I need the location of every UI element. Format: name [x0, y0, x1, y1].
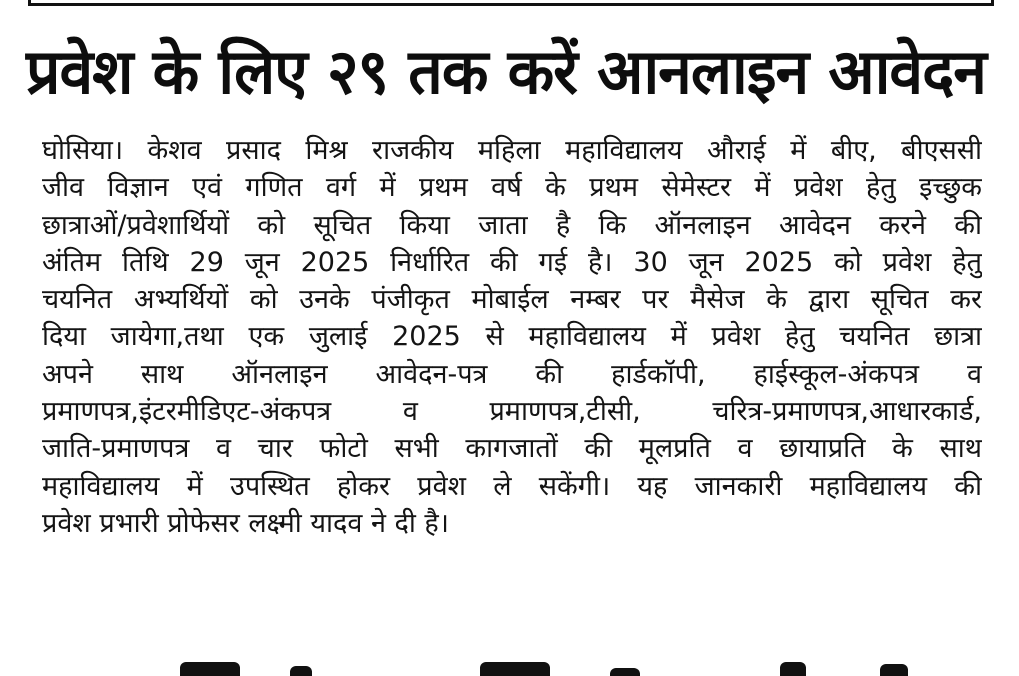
- previous-article-frame: [28, 0, 994, 6]
- body-line: अपने साथ ऑनलाइन आवेदन-पत्र की हार्डकॉपी, हाईस्कूल-अंकपत्र व: [42, 358, 982, 390]
- body-line: प्रमाणपत्र,इंटरमीडिएट-अंकपत्र व प्रमाणपत्र,टीसी, चरित्र-प्रमाणपत्र,आधारकार्ड,: [42, 396, 982, 428]
- body-line: छात्राओं/प्रवेशार्थियों को सूचित किया जाता है कि ऑनलाइन आवेदन करने की: [42, 209, 982, 241]
- body-line: प्रवेश प्रभारी प्रोफेसर लक्ष्मी यादव ने दी है।: [42, 507, 449, 539]
- body-line: अंतिम तिथि 29 जून 2025 निर्धारित की गई है। 30 जून 2025 को प्रवेश हेतु: [42, 246, 982, 278]
- body-line: महाविद्यालय में उपस्थित होकर प्रवेश ले सकेंगी। यह जानकारी महाविद्यालय की: [42, 470, 982, 502]
- next-headline-fragment: [180, 656, 920, 676]
- body-line: जाति-प्रमाणपत्र व चार फोटो सभी कागजातों की मूलप्रति व छायाप्रति के साथ: [42, 433, 982, 465]
- article-body: [42, 132, 982, 542]
- article-headline: प्रवेश के लिए २९ तक करें आनलाइन आवेदन: [26, 35, 986, 108]
- body-line: जीव विज्ञान एवं गणित वर्ग में प्रथम वर्ष के प्रथम सेमेस्टर में प्रवेश हेतु इच्छुक: [42, 172, 982, 204]
- body-line: चयनित अभ्यर्थियों को उनके पंजीकृत मोबाईल नम्बर पर मैसेज के द्वारा सूचित कर: [42, 284, 982, 316]
- body-line: दिया जायेगा,तथा एक जुलाई 2025 से महाविद्यालय में प्रवेश हेतु चयनित छात्रा: [42, 321, 982, 353]
- body-line: घोसिया। केशव प्रसाद मिश्र राजकीय महिला महाविद्यालय औराई में बीए, बीएससी: [42, 135, 982, 166]
